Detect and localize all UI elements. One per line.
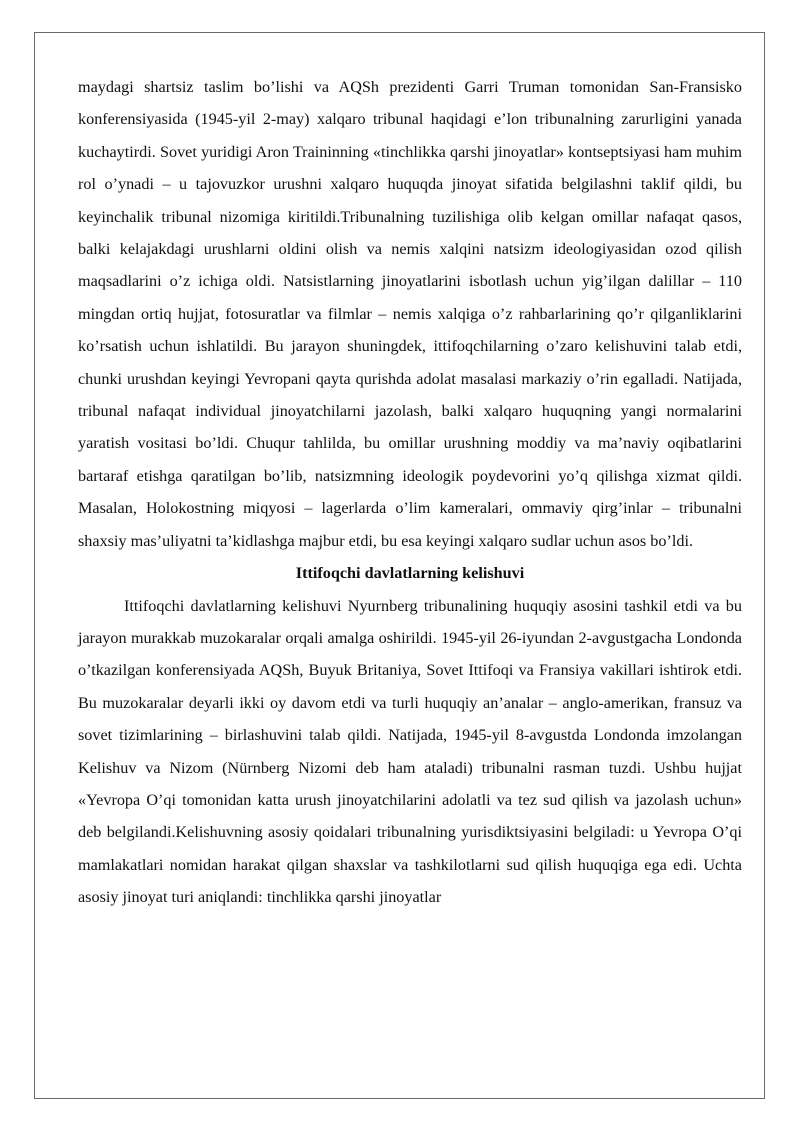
paragraph-agreement: Ittifoqchi davlatlarning kelishuvi Nyurnberg tribunalining huquqiy asosini tashkil etdi va bu jarayon murakkab muzokaralar orqali amalga oshirildi. 1945-yil 26-iyundan 2-avgustgacha Londonda o’tkazilgan konferensiyada AQSh, Buyuk Britaniya, Sovet Ittifoqi va Fransiya vakillari ishtirok etdi. Bu muzokaralar deyarli ikki oy davom etdi va turli huquqiy an’analar – anglo-amerikan, fransuz va sovet tizimlarining – birlashuvini talab qildi. Natijada, 1945-yil 8-avgustda Londonda imzolangan Kelishuv va Nizom (Nürnberg Nizomi deb ham ataladi) tribunalni rasman tuzdi. Ushbu hujjat «Yevropa O’qi tomonidan katta urush jinoyatchilarini adolatli va tez sud qilish va jazolash uchun» deb belgilandi.Kelishuvning asosiy qoidalari tribunalning yurisdiktsiyasini belgiladi: u Yevropa O’qi mamlakatlari nomidan harakat qilgan shaxslar va tashkilotlarni sud qilish huquqiga ega edi. Uchta asosiy jinoyat turi aniqlandi: tinchlikka qarshi jinoyatlar [78, 596, 742, 907]
paragraph-continuation: maydagi shartsiz taslim bo’lishi va AQSh prezidenti Garri Truman tomonidan San-Fransisko konferensiyasida (1945-yil 2-may) xalqaro tribunal haqidagi e’lon tribunalning zarurligini yanada kuchaytirdi. Sovet yuridigi Aron Traininning «tinchlikka qarshi jinoyatlar» kontseptsiyasi ham muhim rol o’ynadi – u tajovuzkor urushni xalqaro huquqda jinoyat sifatida belgilashni taklif qildi, bu keyinchalik tribunal nizomiga kiritildi.Tribunalning tuzilishiga olib kelgan omillar nafaqat qasos, balki kelajakdagi urushlarni oldini olish va nemis xalqini natsizm ideologiyasidan ozod qilish maqsadlarini o’z ichiga oldi. Natsistlarning jinoyatlarini isbotlash uchun yig’ilgan dalillar – 110 mingdan ortiq hujjat, fotosuratlar va filmlar – nemis xalqiga o’z rahbarlarining qo’r qilganliklarini ko’rsatish uchun ishlatildi. Bu jarayon shuningdek, ittifoqchilarning o’zaro kelishuvini talab etdi, chunki urushdan keyingi Yevropani qayta qurishda adolat masalasi markaziy o’rin egalladi. Natijada, tribunal nafaqat individual jinoyatchilarni jazolash, balki xalqaro huquqning yangi normalarini yaratish vositasi bo’ldi. Chuqur tahlilda, bu omillar urushning moddiy va ma’naviy oqibatlarini bartaraf etishga qaratilgan bo’lib, natsizmning ideologik poydevorini yo’q qilishga xizmat qildi. Masalan, Holokostning miqyosi – lagerlarda o’lim kameralari, ommaviy qirg’inlar – tribunalni shaxsiy mas’uliyatni ta’kidlashga majbur etdi, bu esa keyingi xalqaro sudlar uchun asos bo’ldi. [78, 78, 742, 550]
section-heading: Ittifoqchi davlatlarning kelishuvi [295, 564, 525, 583]
document-body [78, 71, 742, 914]
